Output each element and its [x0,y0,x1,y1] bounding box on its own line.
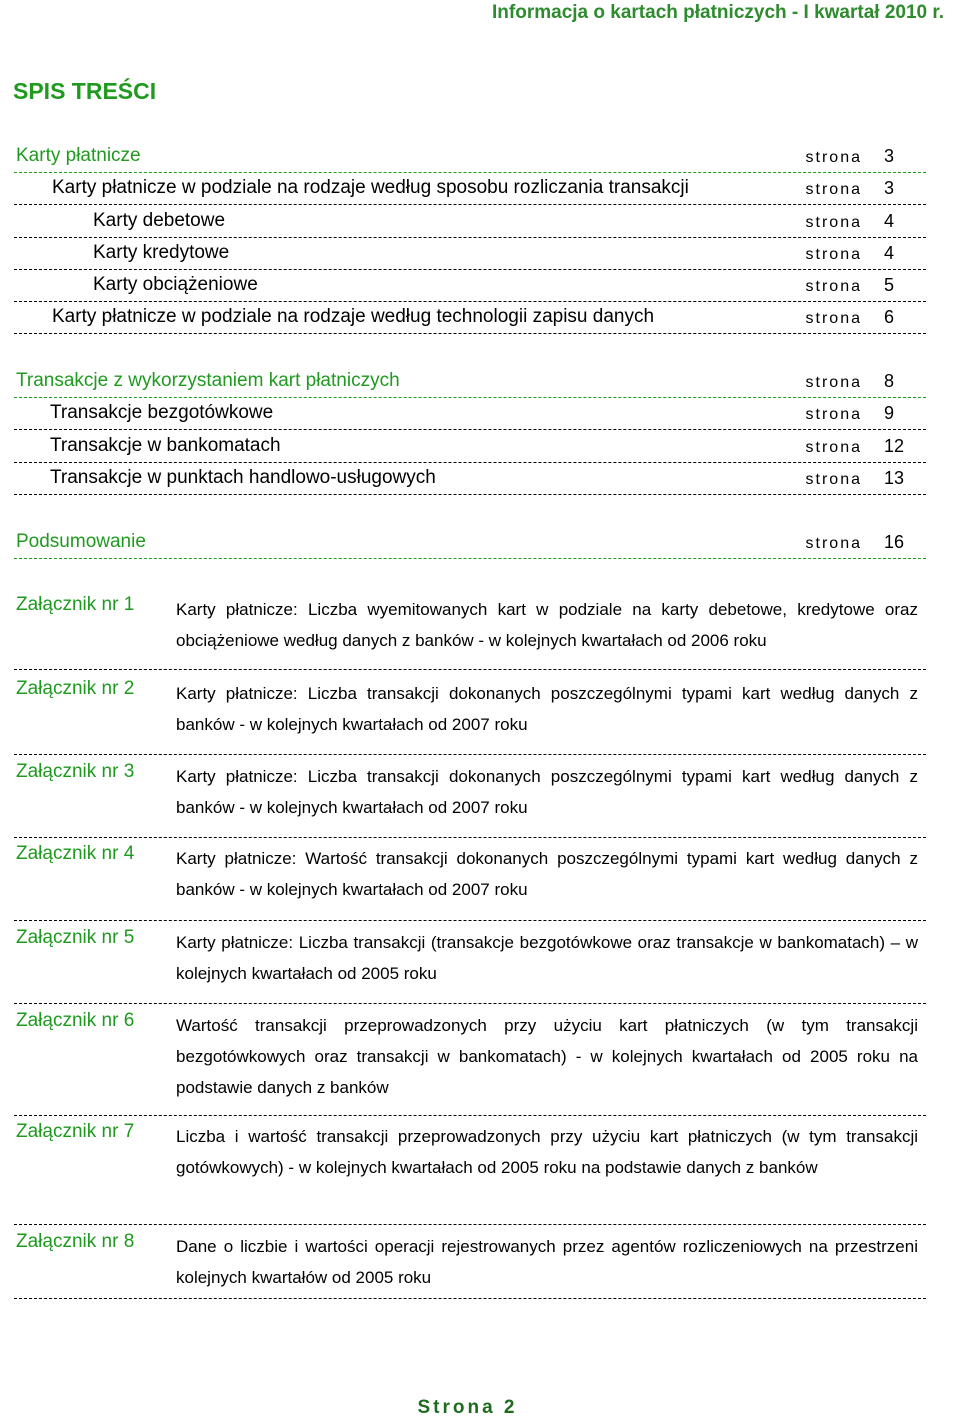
attachment-description: Karty płatnicze: Liczba transakcji dokonanych poszczególnymi typami kart według danych z banków - w kolejnych kwartałach od 2007 roku [176,684,918,734]
attachment-entry[interactable] [14,678,926,755]
toc-entry[interactable] [14,397,926,430]
toc-page-number: 5 [884,275,895,295]
toc-page-number: 12 [884,436,905,456]
toc-heading: SPIS TREŚCI [13,78,157,104]
toc-page-number: 4 [884,211,895,231]
toc-entry[interactable] [14,205,926,238]
attachment-label: Załącznik nr 4 [16,843,135,864]
toc-entry-label: Transakcje z wykorzystaniem kart płatniczych [16,370,400,391]
attachment-entry[interactable] [14,843,926,921]
toc-entry-label: Karty płatnicze [16,145,141,166]
toc-entry[interactable] [14,365,926,398]
toc-entry-label: Transakcje w bankomatach [50,435,281,456]
attachment-entry[interactable] [14,927,926,1004]
attachment-label: Załącznik nr 8 [16,1231,135,1252]
toc-strona-label: strona [805,278,862,295]
attachment-label: Załącznik nr 1 [16,594,135,615]
toc-entry[interactable] [14,301,926,334]
toc-page-number: 16 [884,532,905,552]
attachment-label: Załącznik nr 5 [16,927,135,948]
attachment-label: Załącznik nr 3 [16,761,135,782]
toc-entry[interactable] [14,462,926,495]
toc-entry[interactable] [14,172,926,205]
toc-strona-label: strona [805,374,862,391]
toc-entry-label: Karty debetowe [93,210,226,231]
toc-strona-label: strona [805,535,862,552]
toc-strona-label: strona [805,246,862,263]
attachment-entry[interactable] [14,1010,926,1116]
toc-entry[interactable] [14,526,926,559]
page-number-footer: Strona 2 [417,1397,518,1418]
toc-entry[interactable] [14,140,926,173]
attachment-description: Karty płatnicze: Liczba transakcji (transakcje bezgotówkowe oraz transakcje w bankomatach) – w kolejnych kwartałach od 2005 roku [176,933,918,983]
document-header-title: Informacja o kartach płatniczych - I kwartał 2010 r. [492,2,944,23]
attachment-description: Liczba i wartość transakcji przeprowadzonych przy użyciu kart płatniczych (w tym transakcji gotówkowych) - w kolejnych kwartałach od 2005 roku na podstawie danych z banków [176,1127,918,1177]
toc-strona-label: strona [805,439,862,456]
toc-strona-label: strona [805,406,862,423]
toc-page-number: 4 [884,243,895,263]
attachment-entry[interactable] [14,1231,926,1299]
toc-strona-label: strona [805,310,862,327]
toc-page-number: 6 [884,307,895,327]
attachment-entry[interactable] [14,594,926,670]
toc-entry-label: Podsumowanie [16,531,146,552]
toc-entry[interactable] [14,237,926,270]
toc-entry-label: Karty kredytowe [93,242,230,263]
toc-strona-label: strona [805,181,862,198]
attachment-description: Wartość transakcji przeprowadzonych przy użyciu kart płatniczych (w tym transakcji bezgotówkowych oraz transakcji w bankomatach) - w kolejnych kwartałach od 2005 roku na podstawie danych z banków [176,1016,918,1097]
attachment-description: Dane o liczbie i wartości operacji rejestrowanych przez agentów rozliczeniowych na przestrzeni kolejnych kwartałów od 2005 roku [176,1237,918,1287]
toc-strona-label: strona [805,214,862,231]
attachment-entry[interactable] [14,761,926,838]
attachment-description: Karty płatnicze: Liczba wyemitowanych kart w podziale na karty debetowe, kredytowe oraz obciążeniowe według danych z banków - w kolejnych kwartałach od 2006 roku [176,600,918,650]
toc-strona-label: strona [805,471,862,488]
toc-entry[interactable] [14,430,926,463]
toc-entry[interactable] [14,269,926,302]
toc-entry-label: Transakcje bezgotówkowe [50,402,274,423]
attachment-label: Załącznik nr 7 [16,1121,135,1142]
toc-strona-label: strona [805,149,862,166]
attachment-label: Załącznik nr 2 [16,678,135,699]
toc-page-number: 9 [884,403,895,423]
attachment-label: Załącznik nr 6 [16,1010,135,1031]
toc-entry-label: Transakcje w punktach handlowo-usługowych [50,467,436,488]
toc-entry-label: Karty płatnicze w podziale na rodzaje według technologii zapisu danych [52,306,655,327]
toc-page-number: 3 [884,178,895,198]
attachment-description: Karty płatnicze: Liczba transakcji dokonanych poszczególnymi typami kart według danych z banków - w kolejnych kwartałach od 2007 roku [176,767,918,817]
toc-page-number: 3 [884,146,895,166]
toc-entry-label: Karty obciążeniowe [93,274,258,295]
attachment-entry[interactable] [14,1121,926,1225]
toc-page-number: 13 [884,468,905,488]
attachment-description: Karty płatnicze: Wartość transakcji dokonanych poszczególnymi typami kart według danych z banków - w kolejnych kwartałach od 2007 roku [176,849,918,899]
toc-entry-label: Karty płatnicze w podziale na rodzaje według sposobu rozliczania transakcji [52,177,689,198]
toc-page-number: 8 [884,371,895,391]
